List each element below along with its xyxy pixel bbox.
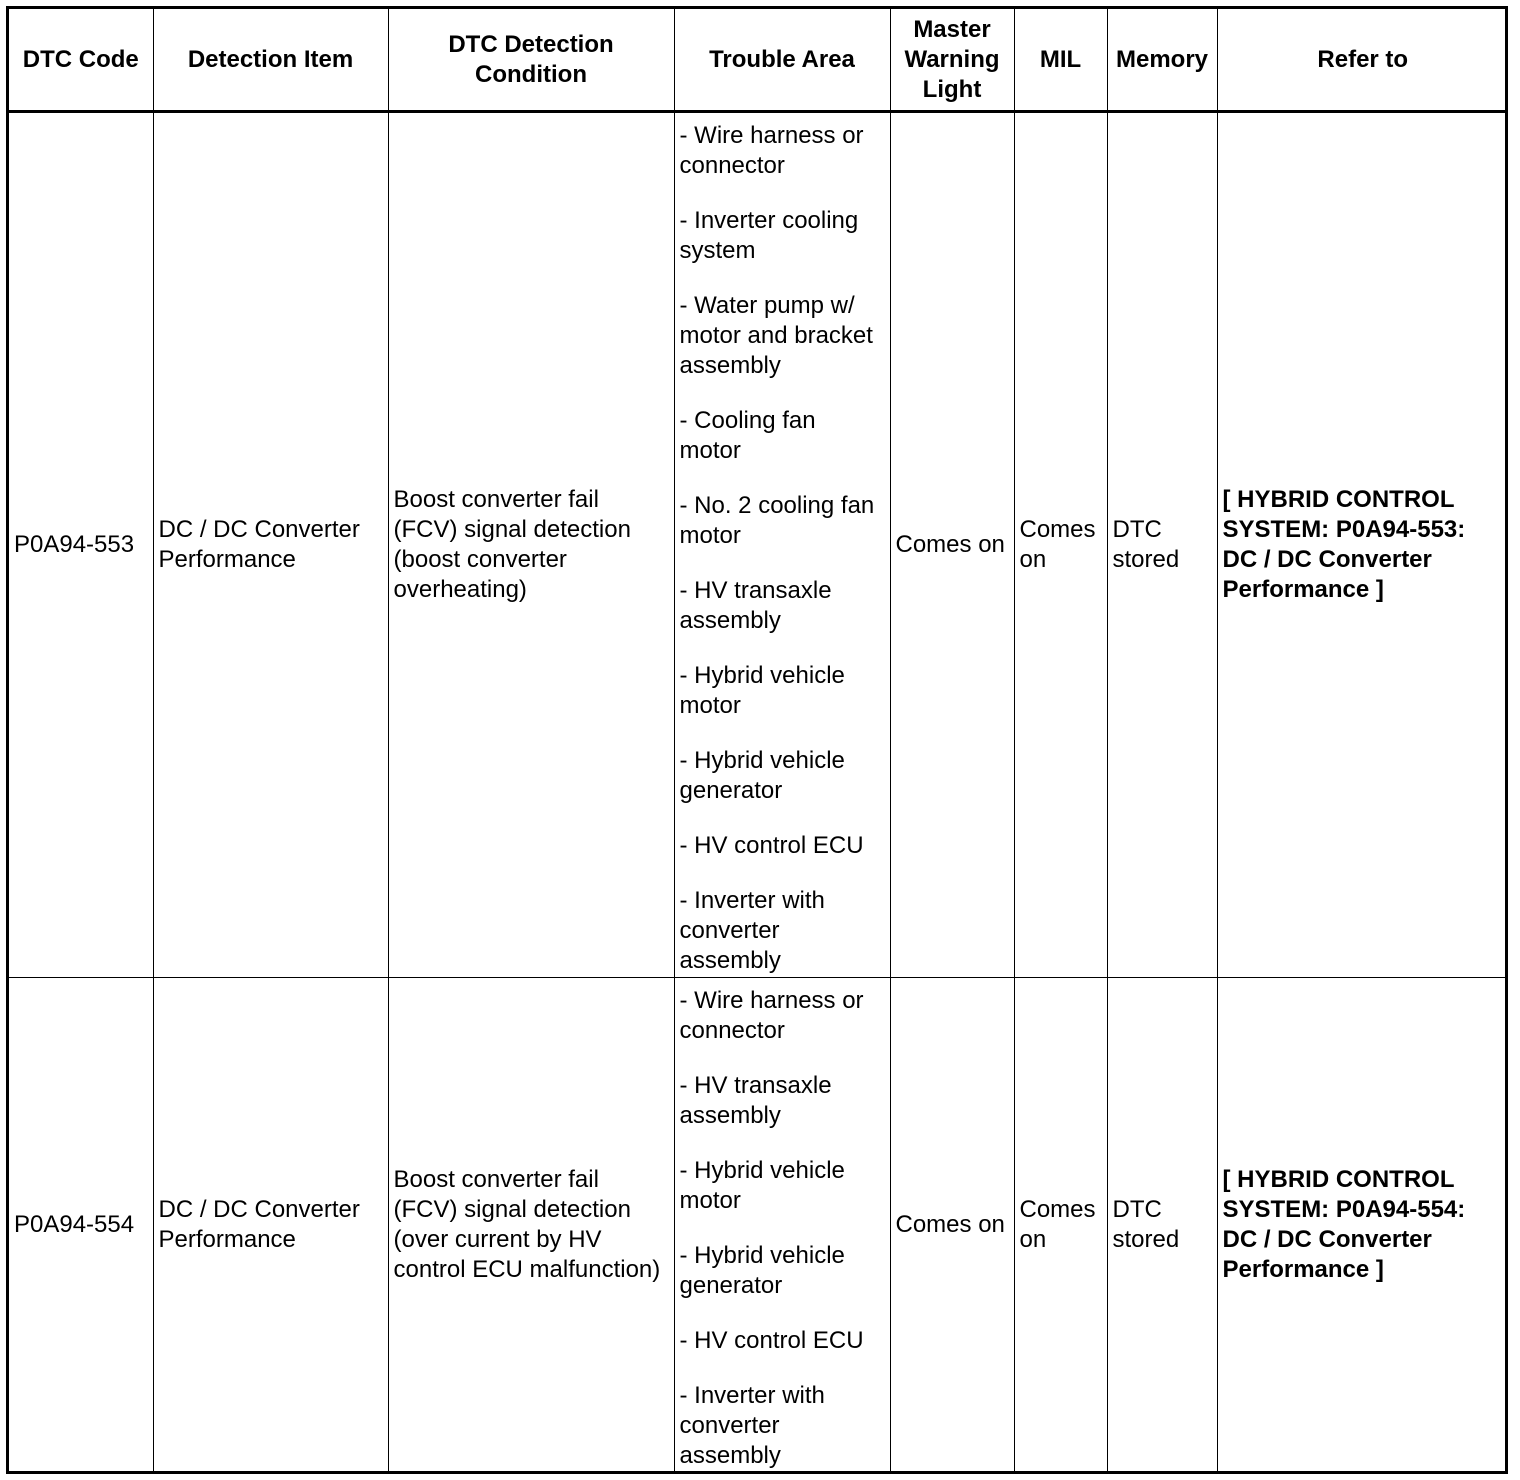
trouble-area-item: - Cooling fan motor [679,407,816,464]
header-mil: MIL [1014,9,1107,112]
detection-condition-cell: Boost converter fail (FCV) signal detection (over current by HV control ECU malfunction) [388,978,674,1472]
trouble-area-item: - No. 2 cooling fan motor [679,492,875,549]
trouble-area-item: - Water pump w/ motor and bracket assembly [679,292,873,379]
detection-condition-cell: Boost converter fail (FCV) signal detection (boost converter overheating) [388,112,674,978]
trouble-area-item: - Hybrid vehicle motor [679,662,845,719]
dtc-code-cell: P0A94-554 [9,978,153,1472]
detection-item-cell: DC / DC Converter Performance [153,978,388,1472]
dtc-table [9,9,1508,1471]
trouble-area-cell [674,112,890,978]
header-master-warning-light: Master Warning Light [890,9,1014,112]
mil-cell: Comes on [1014,978,1107,1472]
header-refer-to: Refer to [1217,9,1508,112]
master-warning-light-cell: Comes on [890,112,1014,978]
master-warning-light-cell: Comes on [890,978,1014,1472]
trouble-area-item: - HV transaxle assembly [679,577,832,634]
trouble-area-item: - HV control ECU [679,1327,864,1354]
refer-to-cell: [ HYBRID CONTROL SYSTEM: P0A94-553: DC / DC Converter Performance ] [1217,112,1508,978]
trouble-area-cell [674,978,890,1472]
header-memory: Memory [1107,9,1217,112]
header-detection-condition: DTC Detection Condition [388,9,674,112]
header-trouble-area: Trouble Area [674,9,890,112]
detection-item-cell: DC / DC Converter Performance [153,112,388,978]
header-detection-item: Detection Item [153,9,388,112]
memory-cell: DTC stored [1107,978,1217,1472]
trouble-area-item: - HV transaxle assembly [679,1072,832,1129]
trouble-area-item: - Wire harness or connector [679,122,864,179]
header-dtc-code: DTC Code [9,9,153,112]
mil-cell: Comes on [1014,112,1107,978]
dtc-code-cell: P0A94-553 [9,112,153,978]
dtc-table-frame [6,6,1508,1474]
table-row [9,112,1508,978]
trouble-area-item: - Inverter with converter assembly [679,1382,825,1469]
trouble-area-item: - HV control ECU [679,832,864,859]
table-row [9,978,1508,1472]
refer-to-cell: [ HYBRID CONTROL SYSTEM: P0A94-554: DC / DC Converter Performance ] [1217,978,1508,1472]
trouble-area-item: - Inverter with converter assembly [679,887,825,974]
trouble-area-item: - Hybrid vehicle generator [679,1242,845,1299]
trouble-area-item: - Inverter cooling system [679,207,859,264]
memory-cell: DTC stored [1107,112,1217,978]
trouble-area-item: - Hybrid vehicle motor [679,1157,845,1214]
header-row [9,9,1508,112]
trouble-area-item: - Wire harness or connector [679,987,864,1044]
trouble-area-item: - Hybrid vehicle generator [679,747,845,804]
